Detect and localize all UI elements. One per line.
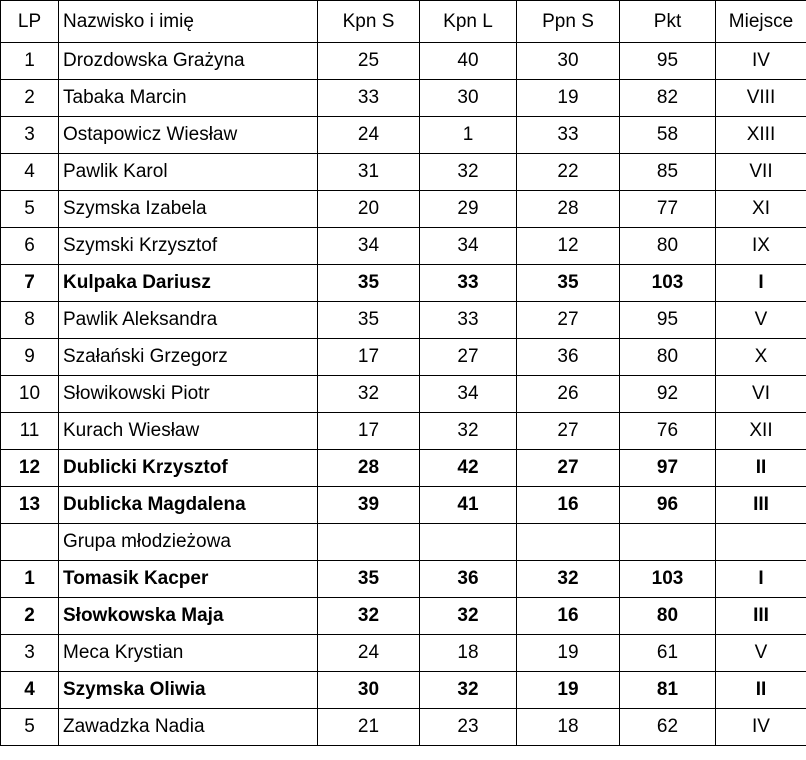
cell-miejsce: XI — [716, 191, 806, 228]
cell-miejsce — [716, 524, 806, 561]
cell-kpn-s: 39 — [318, 487, 420, 524]
cell-lp: 6 — [1, 228, 59, 265]
cell-pkt: 103 — [620, 265, 716, 302]
cell-miejsce: VIII — [716, 80, 806, 117]
cell-kpn-l: 33 — [420, 265, 517, 302]
cell-lp: 1 — [1, 43, 59, 80]
cell-miejsce: IV — [716, 709, 806, 746]
cell-kpn-s: 28 — [318, 450, 420, 487]
cell-name: Słowkowska Maja — [59, 598, 318, 635]
cell-kpn-s: 34 — [318, 228, 420, 265]
table-row — [1, 598, 806, 635]
cell-ppn-s: 27 — [517, 413, 620, 450]
cell-pkt: 95 — [620, 302, 716, 339]
cell-pkt: 76 — [620, 413, 716, 450]
cell-miejsce: II — [716, 672, 806, 709]
cell-kpn-s: 24 — [318, 117, 420, 154]
cell-kpn-s: 32 — [318, 598, 420, 635]
cell-miejsce: II — [716, 450, 806, 487]
cell-ppn-s: 18 — [517, 709, 620, 746]
cell-ppn-s: 27 — [517, 302, 620, 339]
cell-pkt: 81 — [620, 672, 716, 709]
cell-ppn-s: 35 — [517, 265, 620, 302]
header-lp: LP — [1, 1, 59, 43]
cell-pkt: 77 — [620, 191, 716, 228]
cell-name: Tabaka Marcin — [59, 80, 318, 117]
cell-ppn-s: 12 — [517, 228, 620, 265]
cell-miejsce: IX — [716, 228, 806, 265]
table-row — [1, 450, 806, 487]
header-miejsce: Miejsce — [716, 1, 806, 43]
cell-kpn-l — [420, 524, 517, 561]
table-row — [1, 487, 806, 524]
table-row — [1, 43, 806, 80]
cell-lp: 1 — [1, 561, 59, 598]
table-row — [1, 117, 806, 154]
cell-lp: 13 — [1, 487, 59, 524]
cell-kpn-s: 32 — [318, 376, 420, 413]
cell-miejsce: V — [716, 635, 806, 672]
cell-miejsce: I — [716, 265, 806, 302]
cell-name: Pawlik Aleksandra — [59, 302, 318, 339]
header-row — [1, 1, 806, 43]
cell-kpn-l: 42 — [420, 450, 517, 487]
cell-kpn-l: 33 — [420, 302, 517, 339]
cell-kpn-l: 27 — [420, 339, 517, 376]
cell-pkt: 80 — [620, 339, 716, 376]
cell-ppn-s: 30 — [517, 43, 620, 80]
cell-kpn-l: 30 — [420, 80, 517, 117]
cell-kpn-l: 32 — [420, 598, 517, 635]
cell-lp: 2 — [1, 598, 59, 635]
cell-ppn-s: 19 — [517, 635, 620, 672]
cell-name: Drozdowska Grażyna — [59, 43, 318, 80]
cell-kpn-s: 20 — [318, 191, 420, 228]
cell-ppn-s: 19 — [517, 672, 620, 709]
cell-lp: 3 — [1, 117, 59, 154]
cell-lp: 2 — [1, 80, 59, 117]
table-row — [1, 302, 806, 339]
cell-miejsce: IV — [716, 43, 806, 80]
cell-miejsce: III — [716, 598, 806, 635]
cell-name: Meca Krystian — [59, 635, 318, 672]
cell-kpn-l: 34 — [420, 228, 517, 265]
cell-pkt: 95 — [620, 43, 716, 80]
cell-miejsce: I — [716, 561, 806, 598]
cell-miejsce: V — [716, 302, 806, 339]
cell-ppn-s — [517, 524, 620, 561]
cell-pkt: 62 — [620, 709, 716, 746]
table-row — [1, 413, 806, 450]
cell-lp: 10 — [1, 376, 59, 413]
cell-kpn-s: 17 — [318, 339, 420, 376]
cell-miejsce: VI — [716, 376, 806, 413]
cell-kpn-s: 35 — [318, 302, 420, 339]
cell-pkt: 61 — [620, 635, 716, 672]
cell-ppn-s: 36 — [517, 339, 620, 376]
header-kpn-l: Kpn L — [420, 1, 517, 43]
cell-ppn-s: 26 — [517, 376, 620, 413]
cell-name: Kurach Wiesław — [59, 413, 318, 450]
cell-ppn-s: 33 — [517, 117, 620, 154]
table-body — [1, 43, 806, 746]
cell-pkt: 80 — [620, 598, 716, 635]
cell-kpn-s: 25 — [318, 43, 420, 80]
cell-kpn-l: 32 — [420, 154, 517, 191]
cell-name: Zawadzka Nadia — [59, 709, 318, 746]
cell-ppn-s: 19 — [517, 80, 620, 117]
cell-lp: 7 — [1, 265, 59, 302]
cell-name: Szymska Izabela — [59, 191, 318, 228]
cell-name: Tomasik Kacper — [59, 561, 318, 598]
table-row — [1, 376, 806, 413]
cell-lp: 4 — [1, 672, 59, 709]
table-row — [1, 228, 806, 265]
cell-kpn-s: 33 — [318, 80, 420, 117]
header-ppn-s: Ppn S — [517, 1, 620, 43]
cell-kpn-l: 23 — [420, 709, 517, 746]
cell-name: Kulpaka Dariusz — [59, 265, 318, 302]
cell-miejsce: III — [716, 487, 806, 524]
cell-kpn-l: 41 — [420, 487, 517, 524]
table-row — [1, 154, 806, 191]
cell-ppn-s: 22 — [517, 154, 620, 191]
cell-kpn-s — [318, 524, 420, 561]
cell-pkt: 82 — [620, 80, 716, 117]
cell-kpn-s: 21 — [318, 709, 420, 746]
cell-name: Szymska Oliwia — [59, 672, 318, 709]
cell-pkt — [620, 524, 716, 561]
cell-name: Dublicki Krzysztof — [59, 450, 318, 487]
cell-ppn-s: 32 — [517, 561, 620, 598]
cell-kpn-s: 17 — [318, 413, 420, 450]
cell-kpn-l: 40 — [420, 43, 517, 80]
section-row — [1, 524, 806, 561]
cell-pkt: 96 — [620, 487, 716, 524]
cell-kpn-s: 30 — [318, 672, 420, 709]
cell-miejsce: X — [716, 339, 806, 376]
cell-lp: 8 — [1, 302, 59, 339]
cell-name: Szałański Grzegorz — [59, 339, 318, 376]
table-row — [1, 672, 806, 709]
cell-miejsce: XIII — [716, 117, 806, 154]
table-row — [1, 635, 806, 672]
table-row — [1, 709, 806, 746]
cell-kpn-l: 32 — [420, 672, 517, 709]
cell-ppn-s: 16 — [517, 598, 620, 635]
cell-kpn-l: 18 — [420, 635, 517, 672]
cell-miejsce: VII — [716, 154, 806, 191]
cell-name: Słowikowski Piotr — [59, 376, 318, 413]
cell-kpn-s: 31 — [318, 154, 420, 191]
cell-miejsce: XII — [716, 413, 806, 450]
header-pkt: Pkt — [620, 1, 716, 43]
cell-name: Dublicka Magdalena — [59, 487, 318, 524]
cell-ppn-s: 16 — [517, 487, 620, 524]
cell-pkt: 92 — [620, 376, 716, 413]
table-row — [1, 80, 806, 117]
table-row — [1, 561, 806, 598]
cell-kpn-l: 29 — [420, 191, 517, 228]
cell-kpn-l: 36 — [420, 561, 517, 598]
cell-lp — [1, 524, 59, 561]
cell-kpn-l: 34 — [420, 376, 517, 413]
cell-lp: 11 — [1, 413, 59, 450]
cell-pkt: 85 — [620, 154, 716, 191]
table-row — [1, 265, 806, 302]
cell-lp: 5 — [1, 191, 59, 228]
cell-ppn-s: 28 — [517, 191, 620, 228]
cell-ppn-s: 27 — [517, 450, 620, 487]
cell-lp: 9 — [1, 339, 59, 376]
cell-kpn-l: 1 — [420, 117, 517, 154]
cell-name: Pawlik Karol — [59, 154, 318, 191]
cell-pkt: 58 — [620, 117, 716, 154]
cell-kpn-s: 35 — [318, 561, 420, 598]
cell-name: Grupa młodzieżowa — [59, 524, 318, 561]
cell-name: Ostapowicz Wiesław — [59, 117, 318, 154]
cell-pkt: 97 — [620, 450, 716, 487]
cell-pkt: 80 — [620, 228, 716, 265]
table-row — [1, 191, 806, 228]
header-name: Nazwisko i imię — [59, 1, 318, 43]
cell-name: Szymski Krzysztof — [59, 228, 318, 265]
cell-kpn-s: 35 — [318, 265, 420, 302]
cell-lp: 12 — [1, 450, 59, 487]
cell-lp: 3 — [1, 635, 59, 672]
cell-lp: 5 — [1, 709, 59, 746]
table-row — [1, 339, 806, 376]
cell-kpn-s: 24 — [318, 635, 420, 672]
cell-kpn-l: 32 — [420, 413, 517, 450]
header-kpn-s: Kpn S — [318, 1, 420, 43]
cell-pkt: 103 — [620, 561, 716, 598]
cell-lp: 4 — [1, 154, 59, 191]
